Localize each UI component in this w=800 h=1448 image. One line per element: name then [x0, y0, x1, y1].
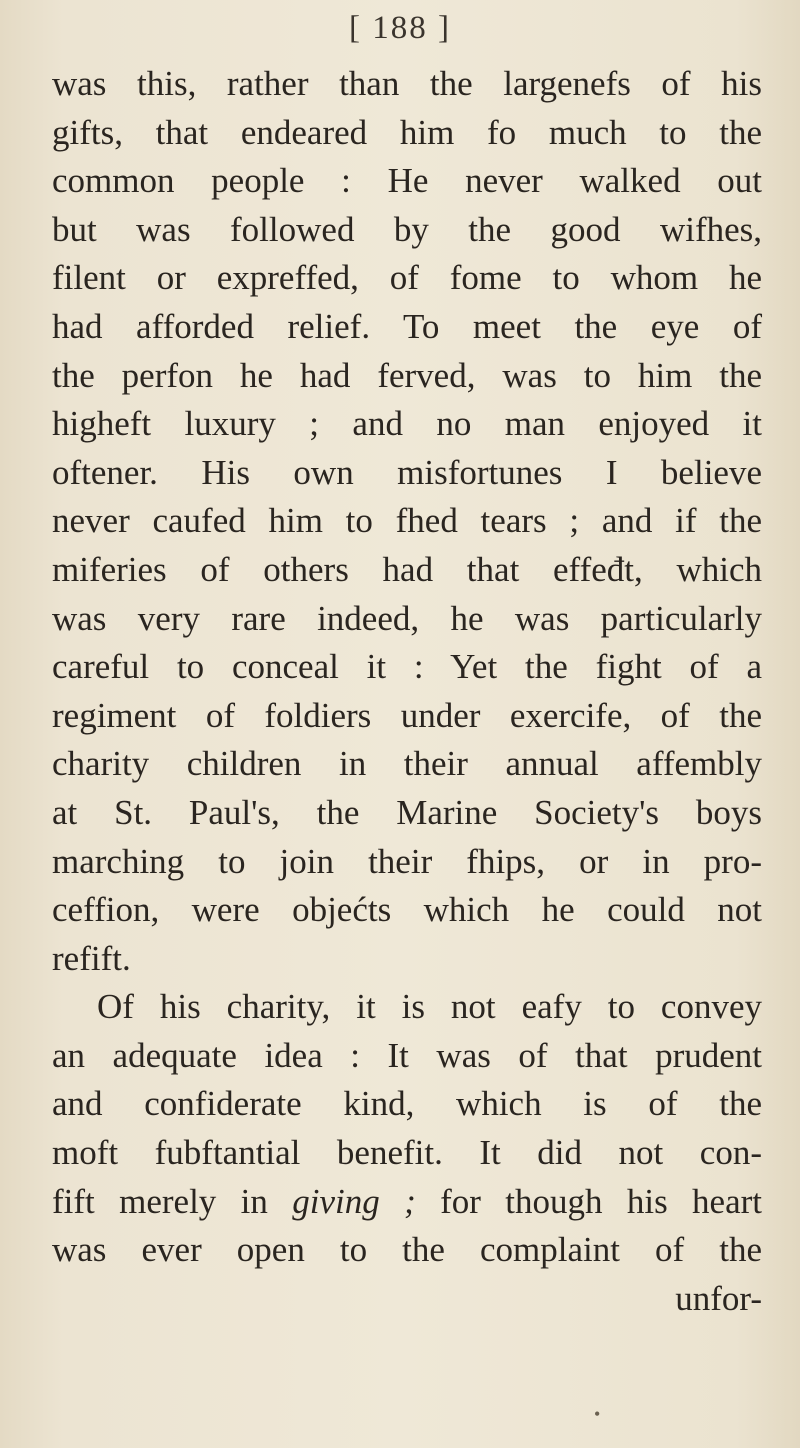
text-line: filent or expreffed, of fome to whom he	[52, 258, 762, 298]
text-line: charity children in their annual affembly	[52, 744, 762, 784]
text-line: refift.	[52, 938, 131, 978]
text-line: marching to join their fhips, or in pro-	[52, 841, 762, 881]
text-line: moft fubftantial benefit. It did not con-	[52, 1133, 762, 1173]
text-line: was very rare indeed, he was particularly	[52, 598, 762, 638]
paragraph-start-line: Of his charity, it is not eafy to convey	[97, 987, 762, 1027]
text-line: regiment of foldiers under exercife, of the	[52, 695, 762, 735]
text-line: higheft luxury ; and no man enjoyed it	[52, 404, 762, 444]
text-segment: for though his heart	[415, 1181, 762, 1221]
printer-mark: •	[594, 1404, 601, 1424]
text-line: careful to conceal it : Yet the fight of a	[52, 647, 762, 687]
text-line: gifts, that endeared him fo much to the	[52, 112, 762, 152]
body-text	[52, 60, 762, 1323]
text-line: the perfon he had ferved, was to him the	[52, 355, 762, 395]
text-line: was ever open to the complaint of the	[52, 1230, 762, 1270]
text-line: never caufed him to fhed tears ; and if the	[52, 501, 762, 541]
text-line-giving	[52, 1178, 762, 1227]
catchword: unfor-	[675, 1278, 762, 1318]
text-line: and confiderate kind, which is of the	[52, 1084, 762, 1124]
text-line: was this, rather than the largenefs of his	[52, 64, 762, 103]
text-line: miferies of others had that effeđt, which	[52, 549, 762, 589]
page-number: [ 188 ]	[349, 10, 451, 46]
text-line: common people : He never walked out	[52, 161, 762, 201]
text-line: but was followed by the good wifhes,	[52, 209, 762, 249]
text-segment: fift merely in	[52, 1181, 293, 1221]
text-line: oftener. His own misfortunes I believe	[52, 452, 762, 492]
text-line: had afforded relief. To meet the eye of	[52, 306, 762, 346]
text-line: an adequate idea : It was of that prudent	[52, 1035, 762, 1075]
italic-word-giving: giving ;	[292, 1181, 416, 1221]
text-line: at St. Paul's, the Marine Society's boys	[52, 792, 762, 832]
text-line: ceffion, were objećts which he could not	[52, 890, 762, 930]
